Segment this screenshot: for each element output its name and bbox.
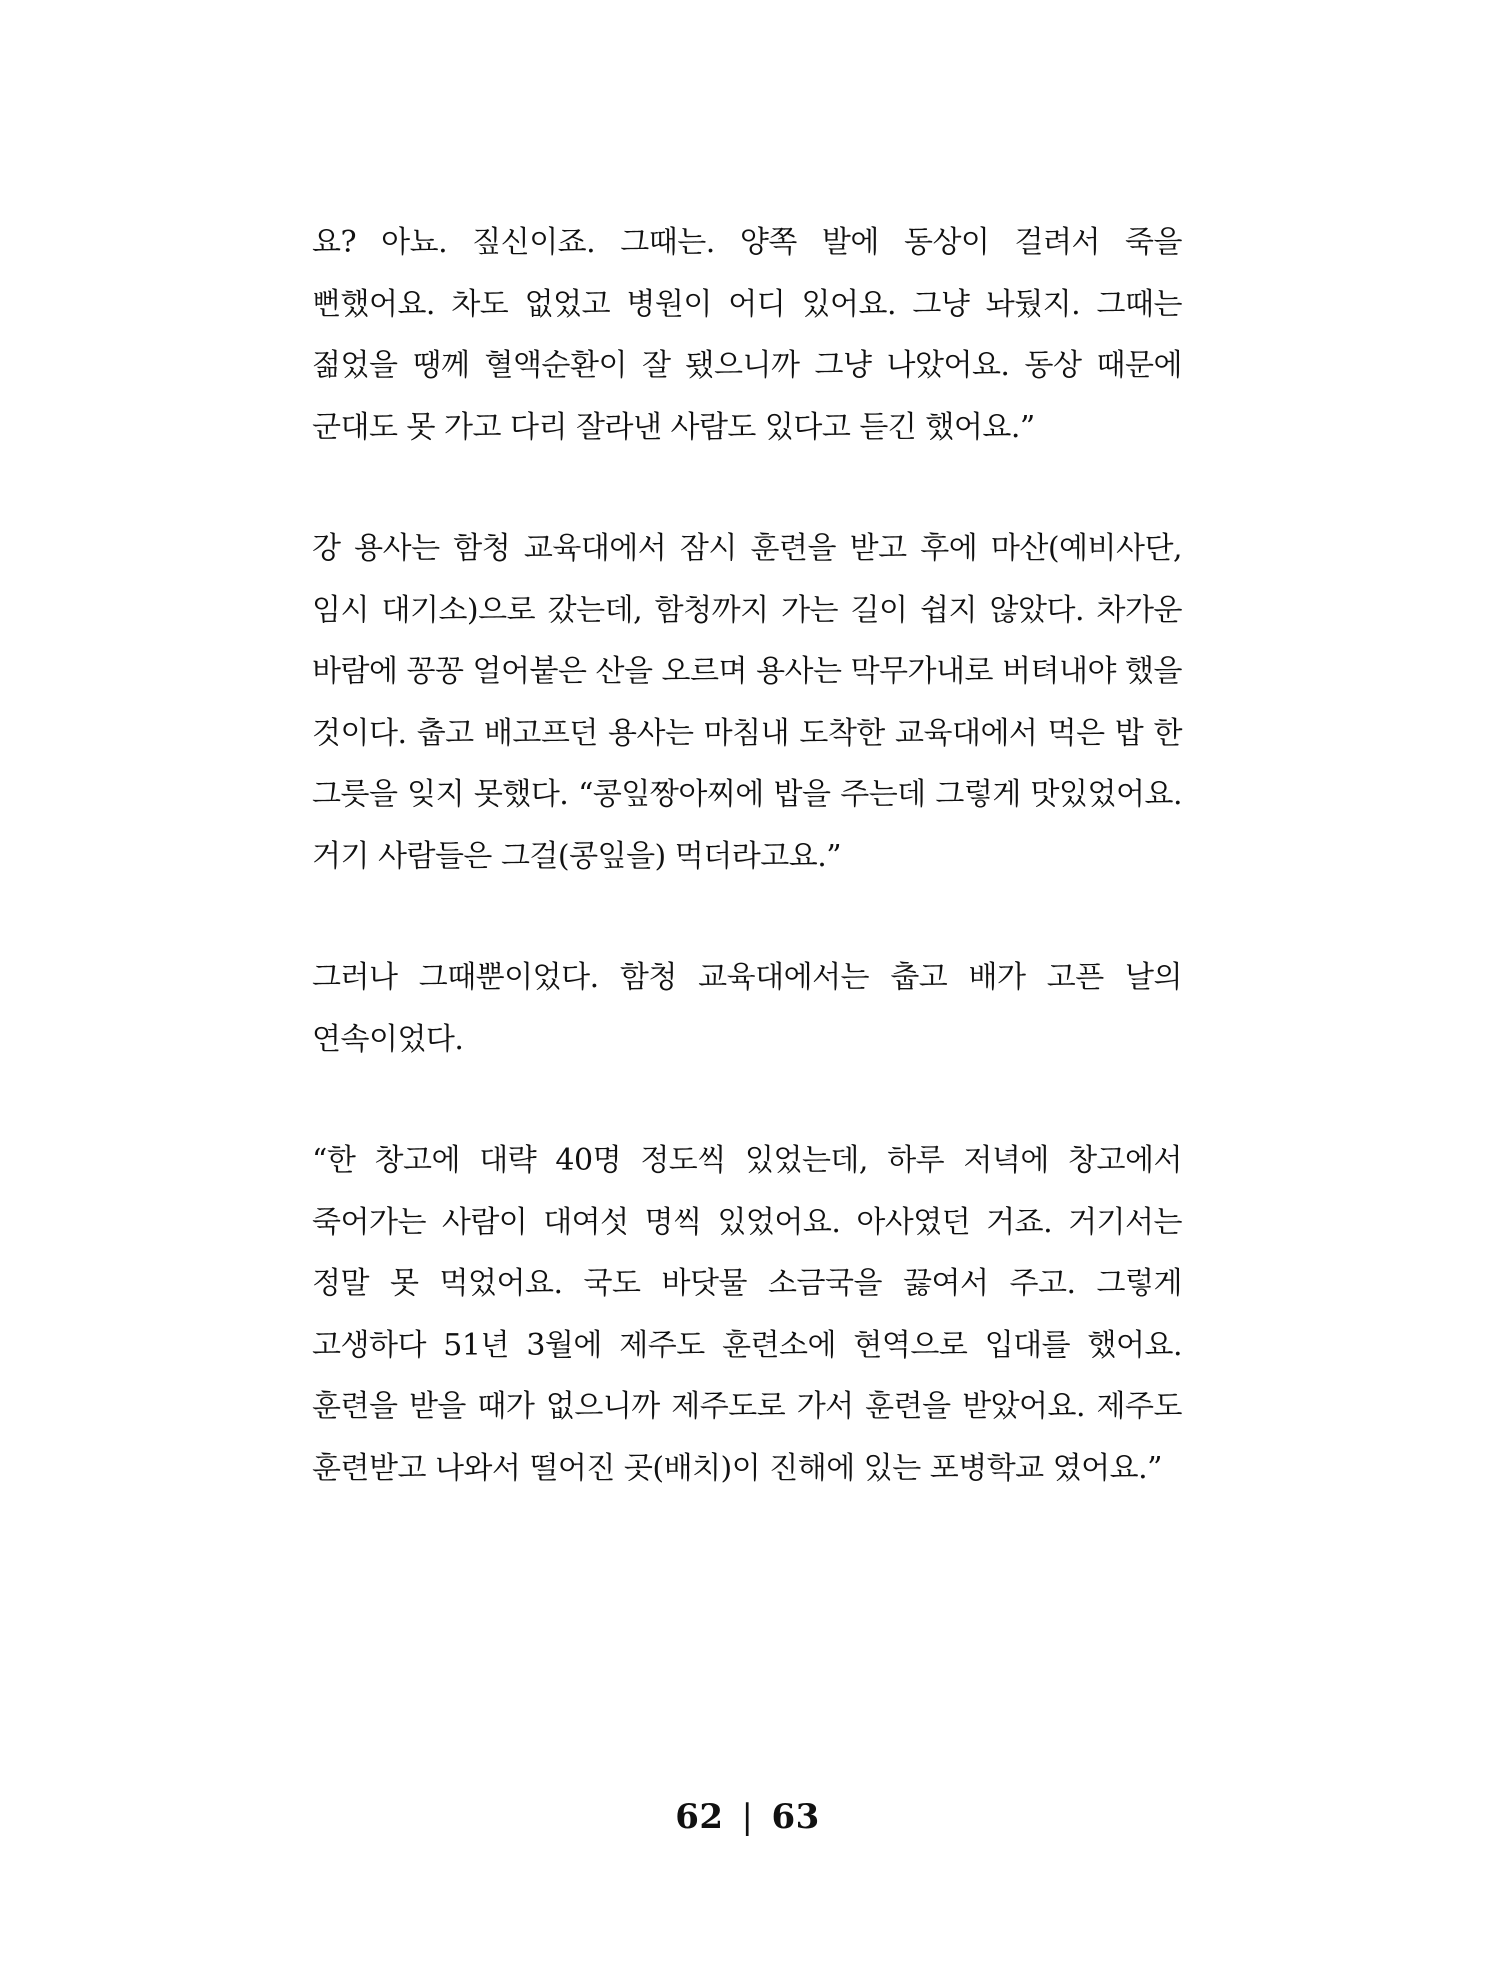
paragraph-2: 강 용사는 함청 교육대에서 잠시 훈련을 받고 후에 마산(예비사단, 임시 대기소)으로 갔는데, 함청까지 가는 길이 쉽지 않았다. 차가운 바람에 꽁꽁 얼어붙은 산을 오르며 용사는 막무가내로 버텨내야 했을 것이다. 춥고 배고프던 용사는 마침내 도착한 교육대에서 먹은 밥 한 그릇을 잊지 못했다. “콩잎짱아찌에 밥을 주는데 그렇게 맛있었어요. 거기 사람들은 그걸(콩잎을) 먹더라고요.” bbox=[312, 531, 1182, 874]
page-number-left: 62 bbox=[675, 1797, 724, 1837]
page-numbers bbox=[0, 1797, 1495, 1837]
paragraph-1: 요? 아뇨. 짚신이죠. 그때는. 양쪽 발에 동상이 걸려서 죽을 뻔했어요. 차도 없었고 병원이 어디 있어요. 그냥 놔뒀지. 그때는 젊었을 땡께 혈액순환이 잘 됐으니까 그냥 나았어요. 동상 때문에 군대도 못 가고 다리 잘라낸 사람도 있다고 듣긴 했어요.” bbox=[312, 225, 1182, 445]
paragraph-3: 그러나 그때뿐이었다. 함청 교육대에서는 춥고 배가 고픈 날의 연속이었다. bbox=[312, 960, 1182, 1057]
paragraph-4: “한 창고에 대략 40명 정도씩 있었는데, 하루 저녁에 창고에서 죽어가는 사람이 대여섯 명씩 있었어요. 아사였던 거죠. 거기서는 정말 못 먹었어요. 국도 바닷물 소금국을 끓여서 주고. 그렇게 고생하다 51년 3월에 제주도 훈련소에 현역으로 입대를 했어요. 훈련을 받을 때가 없으니까 제주도로 가서 훈련을 받았어요. 제주도 훈련받고 나와서 떨어진 곳(배치)이 진해에 있는 포병학교 였어요.” bbox=[312, 1143, 1182, 1486]
page-number-right: 63 bbox=[771, 1797, 820, 1837]
page-number-separator: | bbox=[741, 1797, 754, 1837]
body-text bbox=[312, 212, 1182, 1559]
